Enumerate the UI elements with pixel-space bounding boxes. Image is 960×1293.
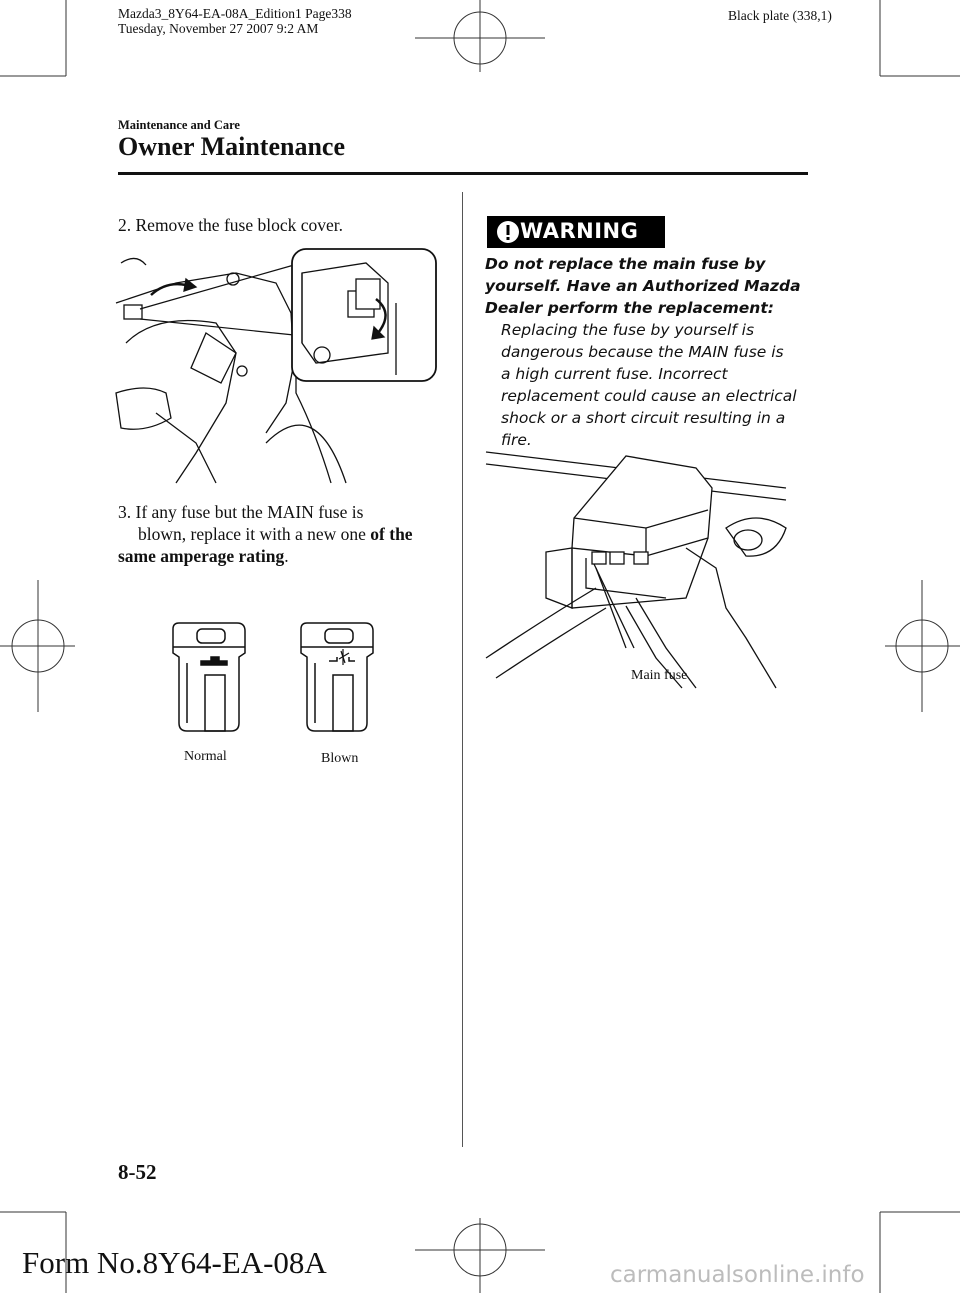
warning-body-line5: shock or a short circuit resulting in a (501, 409, 786, 427)
blown-fuse-illustration (295, 623, 379, 735)
warning-heading-line1: Do not replace the main fuse by (485, 255, 766, 273)
page-number: 8-52 (118, 1160, 157, 1184)
warning-body-line1: Replacing the fuse by yourself is (501, 321, 755, 339)
page-title: Owner Maintenance (118, 132, 345, 161)
step-3 (118, 501, 458, 567)
fuse-block-cover-illustration (116, 243, 436, 483)
watermark-text: carmanualsonline.info (610, 1262, 865, 1288)
warning-body-line6: fire. (501, 431, 532, 449)
section-label: Maintenance and Care (118, 118, 240, 132)
title-rule (118, 172, 808, 175)
step-3-line2-bold: of the (370, 524, 413, 544)
step-3-line3-end: . (284, 546, 289, 566)
warning-body (501, 319, 806, 451)
print-header-line2: Tuesday, November 27 2007 9:2 AM (118, 21, 319, 36)
warning-label: WARNING (520, 219, 639, 243)
warning-body-line2: dangerous because the MAIN fuse is (501, 343, 784, 361)
step-2 (118, 214, 458, 236)
normal-fuse-illustration (167, 623, 251, 735)
main-fuse-illustration (486, 448, 806, 688)
step-3-line2: blown, replace it with a new one (138, 524, 371, 544)
step-3-number: 3. (118, 502, 132, 522)
warning-heading (485, 253, 810, 319)
print-header-line1: Mazda3_8Y64-EA-08A_Edition1 Page338 (118, 6, 352, 21)
caption-blown: Blown (321, 751, 359, 766)
step-2-number: 2. (118, 215, 132, 235)
warning-heading-line2: yourself. Have an Authorized Mazda (485, 277, 801, 295)
warning-body-line4: replacement could cause an electrical (501, 387, 797, 405)
print-plate-label: Black plate (338,1) (728, 8, 832, 23)
warning-heading-line3: Dealer perform the replacement: (485, 299, 774, 317)
step-3-line1: If any fuse but the MAIN fuse is (135, 502, 364, 522)
caption-normal: Normal (184, 749, 227, 764)
warning-body-line3: a high current fuse. Incorrect (501, 365, 728, 383)
caption-main-fuse: Main fuse (631, 668, 688, 683)
print-header-meta (118, 6, 352, 36)
form-number: Form No.8Y64-EA-08A (22, 1245, 327, 1280)
column-divider (462, 192, 463, 1147)
step-3-line3-bold: same amperage rating (118, 546, 285, 566)
step-2-text: Remove the fuse block cover. (135, 215, 344, 235)
